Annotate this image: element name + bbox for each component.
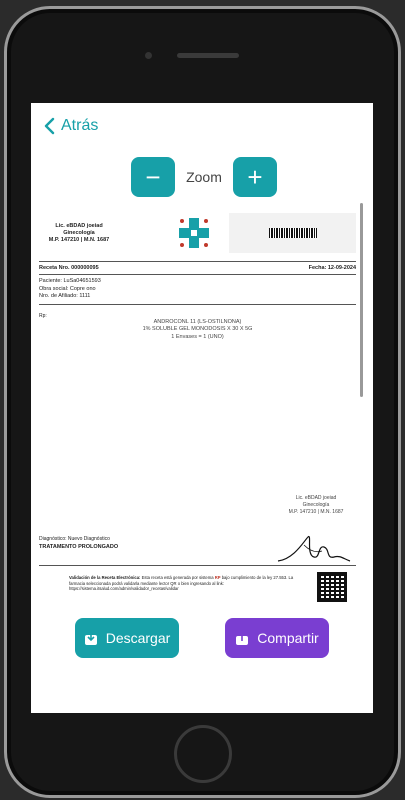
download-label: Descargar <box>105 630 171 646</box>
clinic-logo-icon <box>174 213 214 253</box>
medication-line: 1% SOLUBLE GEL MONODOSIS X 30 X 5G <box>142 326 253 332</box>
validation-text: Esta receta está generada por sistema <box>140 575 214 580</box>
chevron-left-icon <box>43 117 55 135</box>
download-icon <box>84 630 98 646</box>
action-bar <box>75 618 329 658</box>
doctor-name: Lic. eBDAD joeiad <box>55 223 103 229</box>
screen <box>31 103 373 713</box>
rp-label: Rp: <box>39 312 47 319</box>
signature-info <box>276 495 356 516</box>
back-button[interactable] <box>43 117 98 135</box>
phone-frame <box>4 6 401 798</box>
patient-name: Paciente: LuSa04651593 <box>39 278 101 284</box>
recipe-date: Fecha: 12-09-2024 <box>308 265 356 271</box>
patient-info <box>39 275 356 304</box>
validation-note <box>69 575 299 592</box>
share-button[interactable] <box>225 618 329 658</box>
doctor-license: M.P. 147210 | M.N. 1687 <box>48 237 110 243</box>
speaker <box>177 53 239 58</box>
zoom-out-button[interactable]: − <box>131 157 175 197</box>
diagnosis-value: TRATAMENTO PROLONGADO <box>39 544 119 550</box>
share-icon <box>235 630 249 646</box>
back-label: Atrás <box>61 117 99 134</box>
recipe-number: Receta Nro. 000000095 <box>39 265 99 271</box>
home-button[interactable] <box>174 725 232 783</box>
validation-link[interactable]: https://sistema.itsalud.com/admin/validador_recetas/validar <box>69 586 179 592</box>
prescription-document <box>39 213 356 592</box>
doctor-info <box>39 223 119 244</box>
zoom-label: Zoom <box>186 169 222 185</box>
doctor-specialty: Ginecología <box>63 230 95 236</box>
sig-license: M.P. 147210 | M.N. 1687 <box>288 509 344 515</box>
share-label: Compartir <box>257 630 319 646</box>
qr-code <box>317 572 347 602</box>
prescription-header <box>39 213 356 261</box>
scrollbar[interactable] <box>360 203 363 397</box>
social-work: Obra social: Copre ono <box>39 285 96 292</box>
validation-title: Validación de la Receta Electrónica: <box>69 575 141 580</box>
barcode <box>229 213 356 253</box>
medication-line: ANDROCONL 11 (LS-OSTILNONA) <box>153 318 242 325</box>
validation-rp: RP <box>214 575 221 580</box>
recipe-row <box>39 262 356 274</box>
diagnosis-label: Diagnóstico: Nuevo Diagnóstico <box>39 536 110 542</box>
diagnosis <box>39 535 118 551</box>
zoom-in-button[interactable]: + <box>233 157 277 197</box>
camera <box>145 52 152 59</box>
affiliate-number: Nro. de Afiliado: 1111 <box>39 293 91 299</box>
divider <box>39 565 356 566</box>
zoom-controls <box>131 157 277 197</box>
validation-text-2: bajo cumplimiento de la ley 27.553. La farmacia seleccionada podrá validarla mediante lector QR o bien ingresando al link: <box>69 575 294 586</box>
sig-name: Lic. eBDAD joeiad <box>295 495 337 501</box>
medication-line: 1 Envases = 1 (UNO) <box>171 333 224 340</box>
signature-icon <box>274 531 354 565</box>
medication <box>39 319 356 342</box>
sig-specialty: Ginecología <box>302 502 330 508</box>
download-button[interactable] <box>75 618 179 658</box>
